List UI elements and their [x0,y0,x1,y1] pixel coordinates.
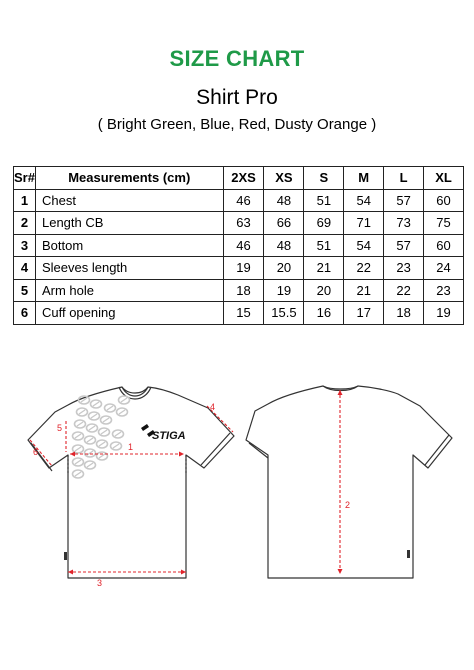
col-header-sr: Sr# [14,167,36,190]
cell-value: 46 [223,234,264,257]
cell-value: 48 [264,234,304,257]
label-armhole: 5 [57,423,63,433]
cell-value: 51 [304,234,344,257]
cell-value: 66 [264,212,304,235]
col-header-xs: XS [264,167,304,190]
row-sr: 1 [14,189,36,212]
cell-value: 22 [344,257,384,280]
cell-value: 73 [384,212,424,235]
cell-value: 71 [344,212,384,235]
cell-value: 20 [264,257,304,280]
product-name: Shirt Pro [196,86,278,109]
row-sr: 4 [14,257,36,280]
table-row [14,257,464,280]
col-header-l: L [384,167,424,190]
row-measurement: Sleeves length [35,257,223,280]
cell-value: 15.5 [264,302,304,325]
cell-value: 21 [304,257,344,280]
row-measurement: Length CB [35,212,223,235]
col-header-xl: XL [424,167,464,190]
table-row [14,302,464,325]
cell-value: 18 [384,302,424,325]
label-sleeve: 4 [210,402,216,412]
cell-value: 24 [424,257,464,280]
size-chart-title: SIZE CHART [169,46,305,71]
cell-value: 46 [223,189,264,212]
cell-value: 57 [384,189,424,212]
cell-value: 15 [223,302,264,325]
cell-value: 23 [384,257,424,280]
col-header-s: S [304,167,344,190]
label-chest: 1 [128,442,134,452]
row-sr: 3 [14,234,36,257]
cell-value: 60 [424,189,464,212]
cell-value: 22 [384,279,424,302]
label-bottom: 3 [97,578,103,588]
row-measurement: Bottom [35,234,223,257]
table-row [14,212,464,235]
cell-value: 17 [344,302,384,325]
cell-value: 57 [384,234,424,257]
row-measurement: Cuff opening [35,302,223,325]
back-shirt [246,386,452,578]
row-sr: 6 [14,302,36,325]
cell-value: 19 [424,302,464,325]
col-header-2xs: 2XS [223,167,264,190]
row-measurement: Arm hole [35,279,223,302]
cell-value: 63 [223,212,264,235]
cell-value: 60 [424,234,464,257]
size-table [13,166,464,325]
cell-value: 54 [344,234,384,257]
cell-value: 69 [304,212,344,235]
row-measurement: Chest [35,189,223,212]
row-sr: 5 [14,279,36,302]
cell-value: 21 [344,279,384,302]
col-header-measurements: Measurements (cm) [35,167,223,190]
cell-value: 48 [264,189,304,212]
cell-value: 16 [304,302,344,325]
label-cuff: 6 [33,447,39,457]
cell-value: 20 [304,279,344,302]
cell-value: 51 [304,189,344,212]
brand-text: STIGA [152,430,186,442]
cell-value: 23 [424,279,464,302]
cell-value: 19 [264,279,304,302]
front-shirt [28,387,234,578]
cell-value: 75 [424,212,464,235]
table-row [14,234,464,257]
row-sr: 2 [14,212,36,235]
cell-value: 18 [223,279,264,302]
cell-value: 54 [344,189,384,212]
table-header-row [14,167,464,190]
table-row [14,279,464,302]
label-length: 2 [345,500,351,510]
cell-value: 19 [223,257,264,280]
color-options: ( Bright Green, Blue, Red, Dusty Orange ) [97,116,377,133]
table-row [14,189,464,212]
col-header-m: M [344,167,384,190]
shirt-measurement-diagram [0,360,474,620]
